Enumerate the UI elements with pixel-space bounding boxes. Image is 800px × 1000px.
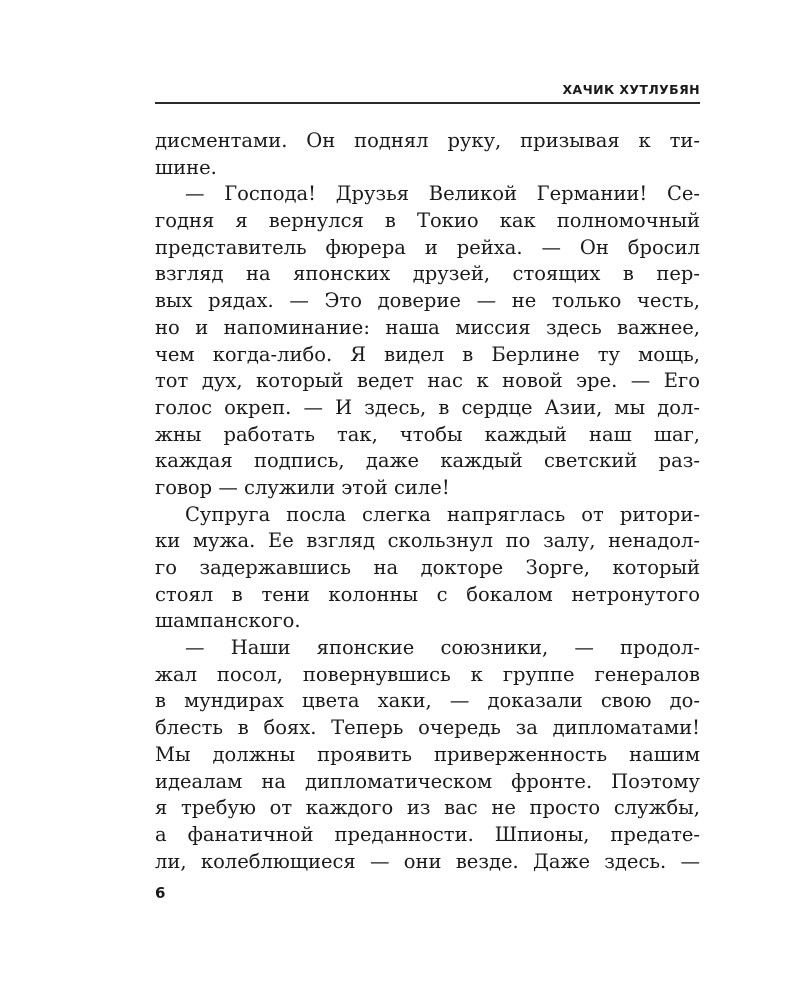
header-rule bbox=[155, 102, 700, 104]
page-number: 6 bbox=[155, 884, 166, 902]
text-line: голос окреп. — И здесь, в сердце Азии, мы дол- bbox=[155, 395, 700, 419]
text-line: стоял в тени колонны с бокалом нетронутого bbox=[155, 582, 700, 606]
text-line: ки мужа. Ее взгляд скользнул по залу, ненадол- bbox=[155, 529, 700, 553]
text-line: шине. bbox=[155, 155, 217, 179]
text-line: — Наши японские союзники, — продол- bbox=[185, 636, 700, 660]
text-line: взгляд на японских друзей, стоящих в пер- bbox=[155, 262, 700, 286]
text-line: Мы должны проявить приверженность нашим bbox=[155, 742, 700, 766]
text-line: чем когда-либо. Я видел в Берлине ту мощь, bbox=[155, 342, 700, 366]
text-line: вых рядах. — Это доверие — не только честь, bbox=[155, 289, 700, 313]
text-line: идеалам на дипломатическом фронте. Поэтому bbox=[155, 769, 700, 793]
text-line: — Господа! Друзья Великой Германии! Се- bbox=[185, 182, 700, 206]
text-line: Супруга посла слегка напряглась от ритори- bbox=[185, 502, 700, 526]
text-line: говор — служили этой силе! bbox=[155, 475, 450, 499]
text-line: годня я вернулся в Токио как полномочный bbox=[155, 209, 700, 233]
text-line: го задержавшись на докторе Зорге, который bbox=[155, 556, 700, 579]
text-line: тот дух, который ведет нас к новой эре. — Его bbox=[155, 369, 700, 393]
text-line: блесть в боях. Теперь очередь за дипломатами! bbox=[155, 716, 700, 740]
text-line: дисментами. Он поднял руку, призывая к ти- bbox=[155, 129, 700, 152]
text-line: ли, колеблющиеся — они везде. Даже здесь. — bbox=[155, 849, 700, 873]
body-text bbox=[155, 128, 700, 875]
text-line: в мундирах цвета хаки, — доказали свою до- bbox=[155, 689, 700, 713]
text-line: жал посол, повернувшись к группе генералов bbox=[155, 662, 700, 686]
text-line: шампанского. bbox=[155, 609, 301, 633]
text-line: жны работать так, чтобы каждый наш шаг, bbox=[155, 422, 700, 446]
text-line: представитель фюрера и рейха. — Он бросил bbox=[155, 235, 700, 259]
running-head-author: ХАЧИК ХУТЛУБЯН bbox=[562, 82, 700, 97]
text-line: но и напоминание: наша миссия здесь важнее, bbox=[155, 315, 700, 339]
text-line: каждая подпись, даже каждый светский раз- bbox=[155, 449, 700, 473]
text-line: а фанатичной преданности. Шпионы, предате- bbox=[155, 822, 700, 846]
text-line: я требую от каждого из вас не просто службы, bbox=[155, 796, 700, 820]
